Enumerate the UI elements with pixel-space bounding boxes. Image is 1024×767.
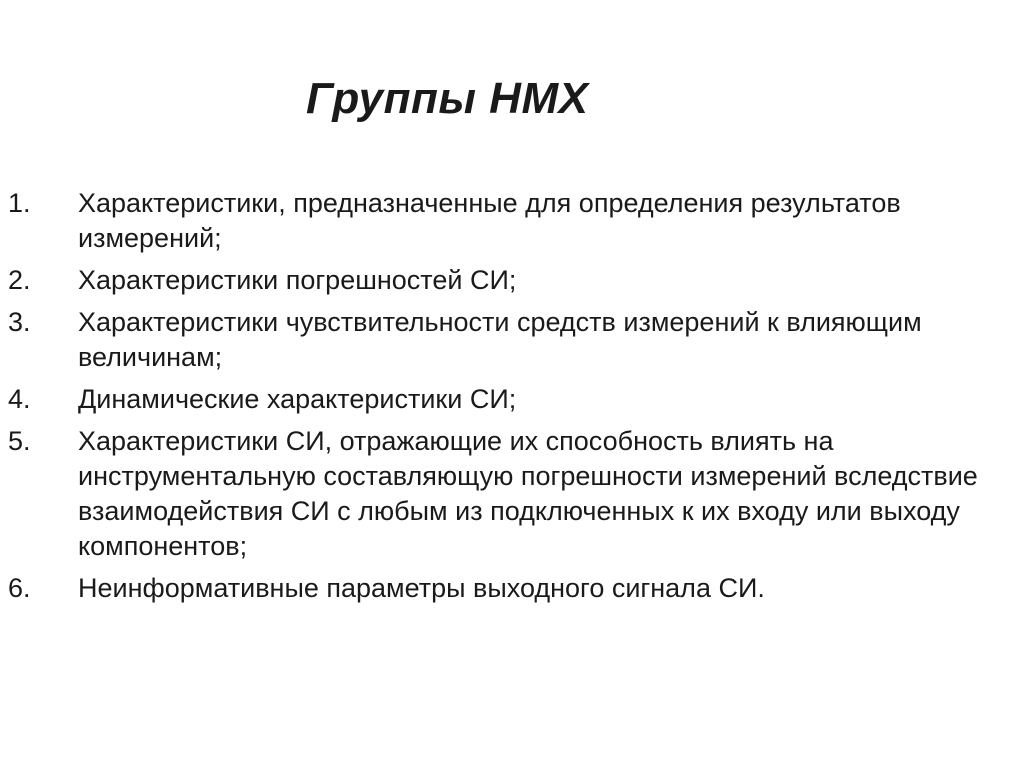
groups-list: [8, 186, 998, 613]
list-item-number: 4.: [8, 384, 31, 414]
list-item: [8, 424, 998, 564]
list-item-text: Характеристики чувствительности средств измерений к влияющим величинам;: [78, 307, 922, 372]
list-item: [8, 186, 998, 256]
list-item-number: 1.: [8, 188, 31, 218]
list-item: [8, 571, 998, 606]
list-item-text: Характеристики СИ, отражающие их способность влиять на инструментальную составляющую погрешности измерений вследствие взаимодействия СИ с любым из подключенных к их входу или выходу компонентов;: [78, 426, 978, 561]
list-item-text: Неинформативные параметры выходного сигнала СИ.: [78, 573, 765, 603]
list-item-number: 2.: [8, 265, 31, 295]
list-item: [8, 305, 998, 375]
slide-title: Группы НМХ: [306, 74, 589, 123]
list-item-number: 5.: [8, 426, 31, 456]
list-item-text: Характеристики, предназначенные для определения результатов измерений;: [78, 188, 901, 253]
list-item-number: 3.: [8, 307, 31, 337]
list-item-text: Динамические характеристики СИ;: [78, 384, 517, 414]
list-item: [8, 382, 998, 417]
list-item-number: 6.: [8, 573, 31, 603]
list-item: [8, 263, 998, 298]
list-item-text: Характеристики погрешностей СИ;: [78, 265, 517, 295]
